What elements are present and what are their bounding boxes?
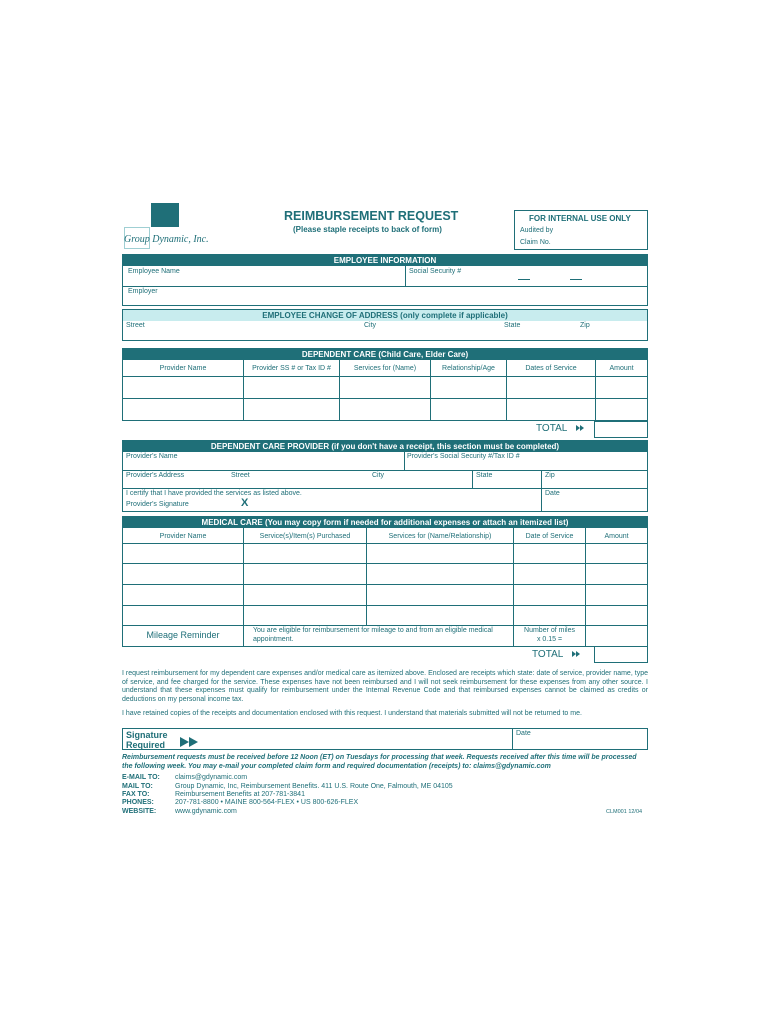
dc-total-text: TOTAL bbox=[536, 423, 567, 434]
medical-header: MEDICAL CARE (You may copy form if needed for additional expenses or attach an itemized list) bbox=[123, 517, 647, 528]
signature-date-label: Date bbox=[516, 730, 531, 737]
provider-zip-field[interactable]: Zip bbox=[545, 472, 555, 479]
dc-col-services: Services for (Name) bbox=[353, 365, 417, 372]
medical-section bbox=[122, 516, 648, 647]
provider-signature-mark[interactable]: X bbox=[241, 497, 249, 509]
signature-date-box[interactable] bbox=[512, 728, 648, 750]
website-value[interactable]: www.gdynamic.com bbox=[175, 808, 237, 815]
logo bbox=[122, 203, 212, 251]
dc-row-2[interactable] bbox=[123, 399, 647, 420]
logo-square-icon bbox=[151, 203, 179, 227]
provider-date-field[interactable]: Date bbox=[545, 490, 560, 497]
fax-label: FAX TO: bbox=[122, 791, 150, 798]
provider-header: DEPENDENT CARE PROVIDER (if you don't have a receipt, this section must be completed) bbox=[123, 441, 647, 452]
dc-col-relationship: Relationship/Age bbox=[442, 365, 495, 372]
provider-state-field[interactable]: State bbox=[476, 472, 493, 479]
signature-box[interactable] bbox=[122, 728, 513, 750]
statement-paragraph-2: I have retained copies of the receipts and documentation enclosed with this request. I understand that materials submitted will not be returned to me. bbox=[122, 710, 582, 717]
dependent-care-header: DEPENDENT CARE (Child Care, Elder Care) bbox=[123, 349, 647, 360]
statement-paragraph-1: I request reimbursement for my dependent care expenses and/or medical care as itemized above. Enclosed are receipts which state: date of service, provider name, type of service, and fee charged for the service. These expenses have not been reimbursed and I will not seek reimbursement for these expenses from any other source. I understand that these expenses must qualify for reimbursement under the Internal Revenue Code and that reimbursed expenses cannot be claimed as credits or deductions on my personal income tax. bbox=[122, 670, 648, 703]
employee-name-field[interactable]: Employee Name bbox=[128, 268, 180, 275]
page-subtitle: (Please staple receipts to back of form) bbox=[293, 225, 442, 234]
email-value[interactable]: claims@gdynamic.com bbox=[175, 774, 248, 781]
mail-value: Group Dynamic, Inc, Reimbursement Benefits. 411 U.S. Route One, Falmouth, ME 04105 bbox=[175, 783, 453, 790]
dc-total-field[interactable] bbox=[594, 421, 648, 438]
email-label: E-MAIL TO: bbox=[122, 774, 160, 781]
page-title: REIMBURSEMENT REQUEST bbox=[284, 209, 459, 223]
dc-total-label bbox=[536, 423, 584, 434]
fast-forward-icon bbox=[576, 423, 584, 434]
signature-arrow-icon bbox=[180, 734, 198, 752]
med-row-1[interactable] bbox=[123, 544, 647, 563]
med-total-label bbox=[532, 649, 580, 660]
fax-value: Reimbursement Benefits at 207-781-3841 bbox=[175, 791, 305, 798]
address-street-field[interactable]: Street bbox=[126, 322, 145, 329]
dc-col-provider: Provider Name bbox=[159, 365, 207, 372]
address-state-field[interactable]: State bbox=[504, 322, 521, 329]
phones-label: PHONES: bbox=[122, 799, 154, 806]
internal-use-title: FOR INTERNAL USE ONLY bbox=[529, 214, 631, 223]
address-zip-field[interactable]: Zip bbox=[580, 322, 590, 329]
ssn-field[interactable]: Social Security # bbox=[409, 268, 462, 275]
med-col-date: Date of Service bbox=[525, 533, 574, 540]
ssn-dash-2 bbox=[570, 279, 582, 280]
provider-street-field[interactable]: Street bbox=[231, 472, 250, 479]
processing-notice: Reimbursement requests must be received before 12 Noon (ET) on Tuesdays for processing that week. Requests received after this time will be processed the following week. You may e-mail your completed claim form and required documentation (receipts) to: claims@gdynamic.com bbox=[122, 754, 637, 770]
med-total-text: TOTAL bbox=[532, 649, 563, 660]
address-change-section bbox=[122, 309, 648, 341]
provider-address-label: Provider's Address bbox=[126, 472, 185, 479]
med-col-services: Service(s)/Item(s) Purchased bbox=[259, 533, 351, 540]
phones-value: 207-781-8800 • MAINE 800-564-FLEX • US 800-626-FLEX bbox=[175, 799, 359, 806]
dc-col-dates: Dates of Service bbox=[525, 365, 577, 372]
provider-ssn-field[interactable]: Provider's Social Security #/Tax ID # bbox=[407, 453, 520, 460]
employee-section bbox=[122, 254, 648, 306]
provider-city-field[interactable]: City bbox=[372, 472, 385, 479]
form-code: CLM001 12/04 bbox=[606, 809, 643, 815]
employee-header: EMPLOYEE INFORMATION bbox=[123, 255, 647, 266]
logo-text: Group Dynamic, Inc. bbox=[124, 234, 209, 245]
internal-use-box bbox=[514, 210, 648, 250]
dc-col-amount: Amount bbox=[609, 365, 634, 372]
med-row-4[interactable] bbox=[123, 606, 647, 625]
audited-by-label: Audited by bbox=[520, 227, 554, 234]
ssn-dash-1 bbox=[518, 279, 530, 280]
mileage-amount-field[interactable] bbox=[586, 626, 647, 647]
miles-rate: x 0.15 = bbox=[536, 636, 563, 643]
dependent-care-section bbox=[122, 348, 648, 421]
signature-label-1: Signature bbox=[126, 730, 168, 740]
employer-field[interactable]: Employer bbox=[128, 288, 158, 295]
provider-name-field[interactable]: Provider's Name bbox=[126, 453, 178, 460]
med-total-field[interactable] bbox=[594, 646, 648, 663]
mail-label: MAIL TO: bbox=[122, 783, 153, 790]
address-change-header: EMPLOYEE CHANGE OF ADDRESS (only complete if applicable) bbox=[123, 310, 647, 321]
mileage-text: You are eligible for reimbursement for mileage to and from an eligible medical appointment. bbox=[253, 627, 493, 643]
mileage-reminder-label: Mileage Reminder bbox=[146, 630, 220, 640]
med-col-for: Services for (Name/Relationship) bbox=[388, 533, 492, 540]
address-city-field[interactable]: City bbox=[364, 322, 377, 329]
med-col-provider: Provider Name bbox=[159, 533, 207, 540]
med-row-2[interactable] bbox=[123, 564, 647, 584]
provider-section bbox=[122, 440, 648, 512]
provider-certify-text: I certify that I have provided the services as listed above. bbox=[126, 490, 302, 497]
miles-label: Number of miles bbox=[524, 627, 575, 634]
fast-forward-icon bbox=[572, 649, 580, 660]
dc-col-ssn: Provider SS # or Tax ID # bbox=[252, 365, 331, 372]
claim-no-label: Claim No. bbox=[520, 239, 551, 246]
website-label: WEBSITE: bbox=[122, 808, 157, 815]
provider-signature-label: Provider's Signature bbox=[126, 501, 189, 508]
signature-label-2: Required bbox=[126, 740, 166, 750]
dc-row-1[interactable] bbox=[123, 377, 647, 398]
med-row-3[interactable] bbox=[123, 585, 647, 605]
med-col-amount: Amount bbox=[604, 533, 629, 540]
